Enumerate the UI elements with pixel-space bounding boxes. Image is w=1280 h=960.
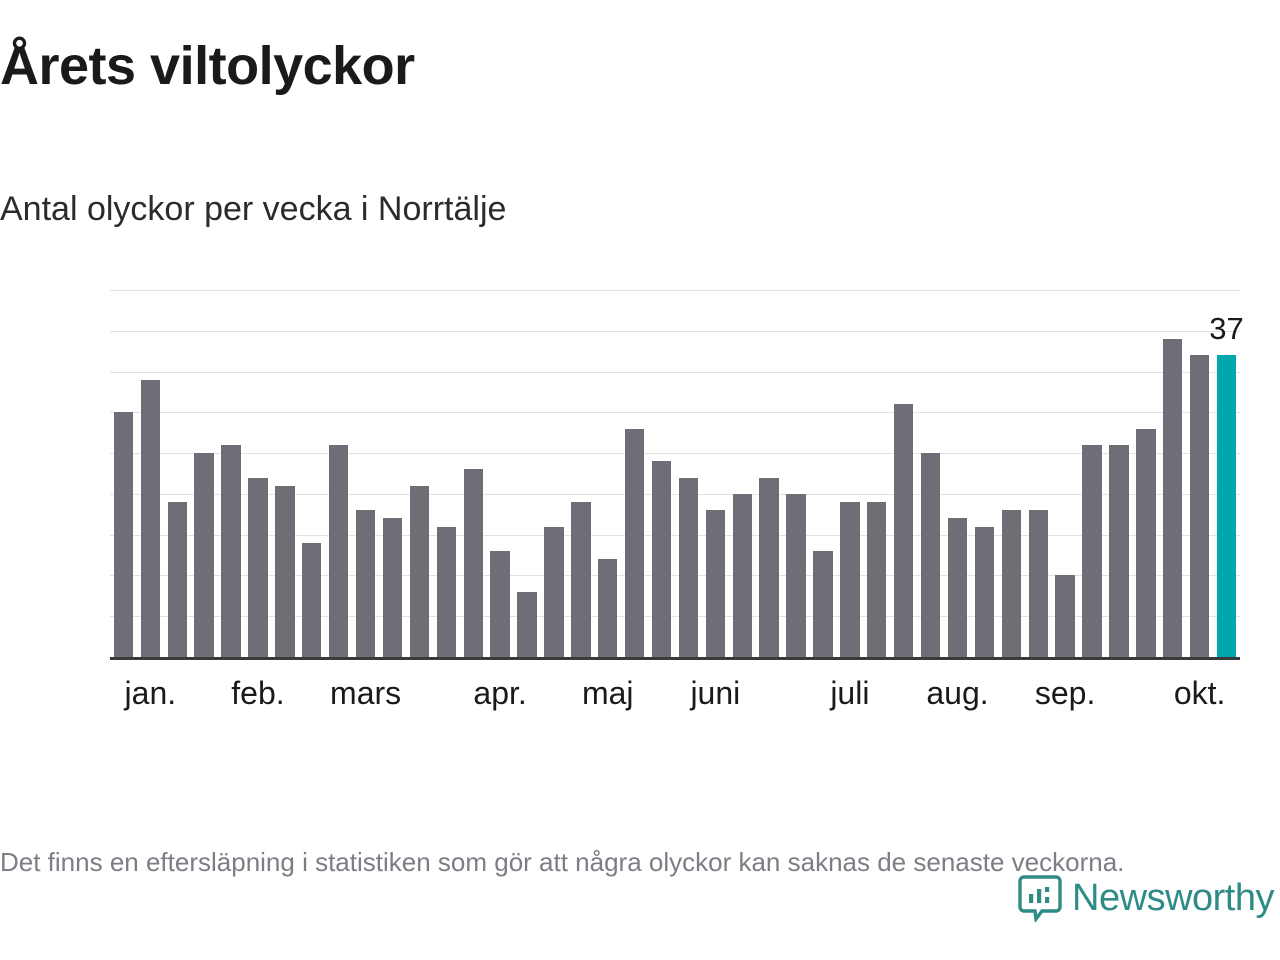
x-axis-tick-label: okt. [1173,675,1226,711]
x-axis-tick-label: sep. [1034,675,1096,711]
chart-subtitle: Antal olyckor per vecka i Norrtälje [0,190,507,228]
bar[interactable] [1190,355,1209,657]
bar[interactable] [652,461,671,657]
bar[interactable] [248,478,267,657]
bar[interactable] [733,494,752,657]
bar[interactable] [141,380,160,657]
bar[interactable] [1055,575,1074,657]
bar[interactable] [410,486,429,657]
bar[interactable] [1029,510,1048,657]
bar[interactable] [625,429,644,657]
bar[interactable] [437,527,456,657]
bar[interactable] [1002,510,1021,657]
bar[interactable] [1109,445,1128,657]
bar-value-label: 37 [1209,311,1244,347]
x-axis-tick-label: maj [581,675,634,711]
bar[interactable] [598,559,617,657]
bar[interactable] [544,527,563,657]
x-axis-tick-label: mars [330,675,402,711]
bar[interactable] [221,445,240,657]
bar[interactable] [1217,355,1236,657]
bar[interactable] [867,502,886,657]
bar[interactable] [571,502,590,657]
x-axis-tick-label: juni [690,675,741,711]
bar[interactable] [759,478,778,657]
bar[interactable] [1163,339,1182,657]
bar[interactable] [356,510,375,657]
x-axis-line [110,657,1240,660]
bar[interactable] [114,412,133,657]
bar[interactable] [1136,429,1155,657]
plot-area [110,290,1244,660]
bar[interactable] [329,445,348,657]
bar[interactable] [275,486,294,657]
bar[interactable] [948,518,967,657]
x-axis-tick-label: feb. [231,675,285,711]
bar[interactable] [517,592,536,657]
x-axis-tick-label: jan. [124,675,177,711]
bar[interactable] [813,551,832,657]
bar-series [110,290,1244,657]
bar[interactable] [383,518,402,657]
page-title: Årets viltolyckor [0,36,415,96]
bar[interactable] [490,551,509,657]
bar[interactable] [194,453,213,657]
bar[interactable] [679,478,698,657]
bar[interactable] [1082,445,1101,657]
bar-chart-in-rounded-square-icon [1018,874,1062,922]
x-axis-tick-label: apr. [473,675,527,711]
x-axis-tick-label: aug. [926,675,989,711]
bar[interactable] [706,510,725,657]
newsworthy-logo[interactable] [1018,874,1274,922]
bar[interactable] [840,502,859,657]
bar[interactable] [786,494,805,657]
x-axis-tick-label: juli [830,675,870,711]
x-axis-tick-labels [110,675,1240,735]
brand-name: Newsworthy [1072,876,1274,919]
chart-container [0,275,1255,755]
bar[interactable] [921,453,940,657]
bar[interactable] [975,527,994,657]
bar[interactable] [464,469,483,657]
bar[interactable] [168,502,187,657]
bar[interactable] [894,404,913,657]
bar[interactable] [302,543,321,657]
chart-footnote: Det finns en eftersläpning i statistiken som gör att några olyckor kan saknas de senaste veckorna. [0,847,1125,877]
